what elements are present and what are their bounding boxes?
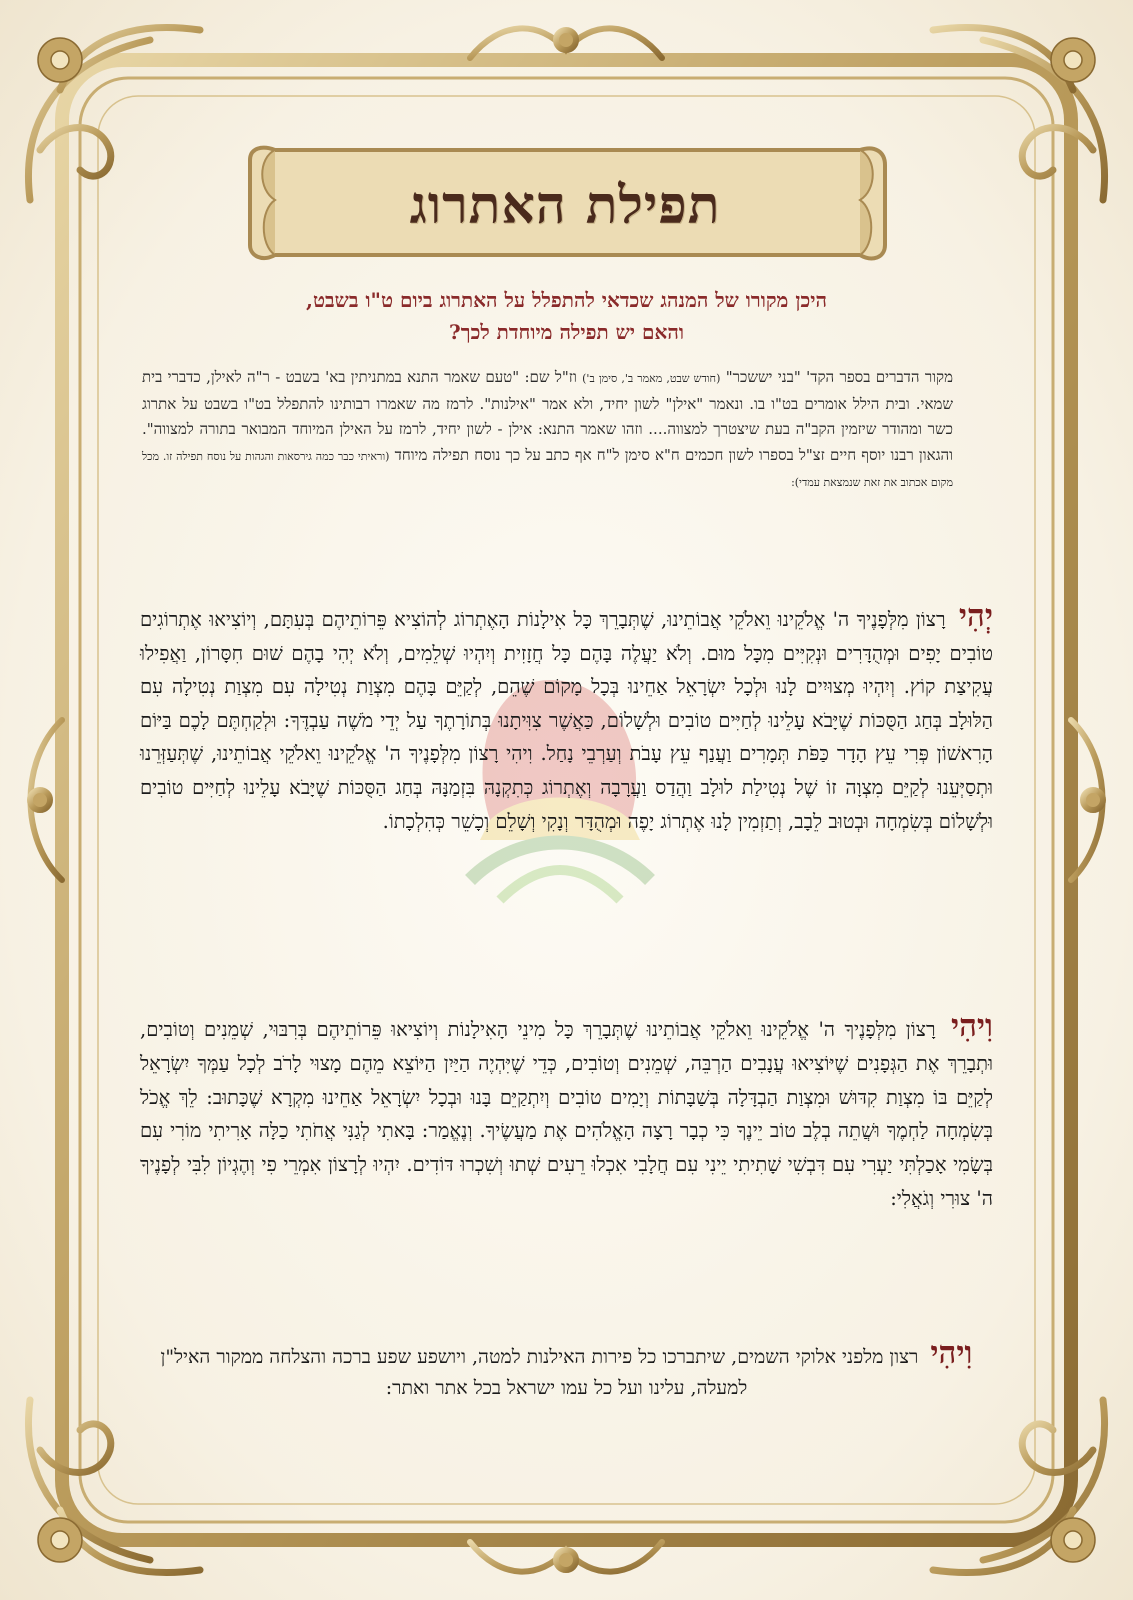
source-text-1: מקור הדברים בספר הקד' "בני יששכר" [725,368,953,386]
source-reference-2: (וראיתי כבר כמה גירסאות והגהות על נוסח תפילה זו. מכל מקום אכתוב את זאת שנמצאת עמדי): [142,449,953,489]
prayer-paragraph-3 [140,1335,993,1404]
rosette-top-left [38,38,82,82]
prayer-1-opener: יְהִי [958,598,993,634]
source-text-2: וז"ל שם: "טעם שאמר התנא במתניתין בא' בשבט - ר"ה לאילן, כדברי בית שמאי. ובית הילל אומרים בט"ו בו. ונאמר "אילן" לשון יחיד, ולא אמר "אילנות". לרמז מה שאמרו רבותינו להתפלל בט"ו בשבט על אתרוג כשר ומהודר שיזמין הקב"ה בעת שיצטרך למצווה.... וזהו שאמר התנא: אילן - לשון יחיד, לרמז על האילן המיוחד המבואר בתורה למצווה". והגאון רבנו יוסף חיים זצ"ל בספרו לשון חכמים ח"א סימן ל"ח אף כתב על כך נוסח תפילה מיוחד [142,368,953,464]
rosette-bottom-left [38,1518,82,1562]
page-title: תפילת האתרוג [409,174,721,236]
subtitle-line-2: והאם יש תפילה מיוחדת לכך? [449,320,684,344]
prayer-2-text: רָצוֹן מִלְּפָנֶיךָ ה' אֱלֹקֵינוּ וֵאלֹקֵי אֲבוֹתֵינוּ שֶׁתְּבָרֵךְ כָּל מִינֵי הָאִילָנוֹת וְיוֹצִיאוּ פֵּרוֹתֵיהֶם בְּרִבּוּי, שְׁמֵנִים וְטוֹבִים, וּתְבָרֵךְ אֶת הַגְּפָנִים שֶׁיּוֹצִיאוּ עֲנָבִים הַרְבֵּה, שְׁמֵנִים וְטוֹבִים, כְּדֵי שֶׁיִּהְיֶה הַיַּיִן הַיּוֹצֵא מֵהֶם מָצוּי לָרֹב לְכָל עַמְּךָ יִשְׂרָאֵל לְקַיֵּם בּוֹ מִצְוַת קִדּוּשׁ וּמִצְוַת הַבְדָּלָה בְּשַׁבָּתוֹת וְיָמִים טוֹבִים וְיִתְקַיֵּם בָּנוּ וּבְכָל יִשְׂרָאֵל אַחֵינוּ מִקְרָא שֶׁכָּתוּב: לֵךְ אֱכֹל בְּשִׂמְחָה לַחְמֶךָ וּשֲׁתֵה בְלֶב טוֹב יֵינֶךָ כִּי כְבָר רָצָה הָאֱלֹהִים אֶת מַעֲשֶׂיךָ. וְנֶאֱמַר: בָּאתִי לְגַנִּי אֲחֹתִי כַלָּה אָרִיתִי מוֹרִי עִם בְּשָׂמִי אָכַלְתִּי יַעְרִי עִם דִּבְשִׁי שָׁתִיתִי יֵינִי עִם חֲלָבִי אִכְלוּ רֵעִים שְׁתוּ וְשִׁכְרוּ דּוֹדִים. יִהְיוּ לְרָצוֹן אִמְרֵי פִי וְהֶגְיוֹן לִבִּי לְפָנֶיךָ ה' צוּרִי וְגֹאֲלִי: [140,1018,994,1210]
source-reference-1: (חודש שבט, מאמר ב', סימן ב') [582,372,721,385]
rosette-bottom-right [1051,1518,1095,1562]
prayer-1-text: רָצוֹן מִלְּפָנֶיךָ ה' אֱלֹקֵינוּ וֵאלֹקֵי אֲבוֹתֵינוּ, שֶׁתְּבָרֵךְ כָּל אִילָנוֹת הָאֶתְרוֹג לְהוֹצִיא פֵּרוֹתֵיהֶם בְּעִתָּם, וְיוֹצִיאוּ אֶתְרוֹגִים טוֹבִים יָפִים וּמְהֻדָּרִים וּנְקִיִּים מִכָּל מוּם. וְלֹא יַעֲלֶה בָּהֶם כָּל חֲזָזִית וְיִהְיוּ שְׁלֵמִים, וְלֹא יְהִי בָהֶם שׁוּם חִסָּרוֹן, וַאֲפִילוּ עֲקִיצַת קוֹץ. וְיִהְיוּ מְצוּיִים לָנוּ וּלְכָל יִשְׂרָאֵל אַחֵינוּ בְּכָל מָקוֹם שֶׁהֵם, לְקַיֵּם בָּהֶם מִצְוַת נְטִילָה עִם מִצְוַת נְטִילָה עִם הַלּוּלָב בְּחַג הַסֻּכּוֹת שֶׁיָּבֹא עָלֵינוּ לְחַיִּים טוֹבִים וּלְשָׁלוֹם, כַּאֲשֶׁר צִוִּיתָנוּ בְּתוֹרָתֶךָ עַל יְדֵי מֹשֶׁה עַבְדֶּךָ: וּלְקַחְתֶּם לָכֶם בַּיּוֹם הָרִאשׁוֹן פְּרִי עֵץ הָדָר כַּפֹּת תְּמָרִים וַעֲנַף עֵץ עָבֹת וְעַרְבֵי נָחַל. וִיהִי רָצוֹן מִלְּפָנֶיךָ ה' אֱלֹקֵינוּ וֵאלֹקֵי אֲבוֹתֵינוּ, שֶׁתְּעַזְּרֵנוּ וּתְסַיְּעֵנוּ לְקַיֵּם מִצְוָה זוֹ שֶׁל נְטִילַת לוּלָב וַהֲדַס וַעֲרָבָה וְאֶתְרוֹג כְּתִקְנָהּ בִּזְמַנָּהּ בְּחַג הַסֻּכּוֹת שֶׁיָּבֹא עָלֵינוּ לְחַיִּים טוֹבִים וּלְשָׁלוֹם בְּשִׂמְחָה וּבְטוּב לֵבָב, וְתַזְמִין לָנוּ אֶתְרוֹג יָפֶה וּמְהֻדָּר וְנָקִי וְשָׁלֵם וְכָשֵׁר כְּהִלְכָתוֹ. [140,608,993,833]
prayer-3-opener: וִיהִי [930,1335,973,1371]
prayer-3-text: רצון מלפני אלוקי השמים, שיתברכו כל פירות האילנות למטה, ויושפע שפע ברכה והצלחה ממקור האיל"ן למעלה, עלינו ועל כל עמו ישראל בכל אתר ואתר: [160,1346,919,1399]
prayer-paragraph-2 [140,1010,993,1216]
prayer-2-opener: וִיהִי [950,1008,993,1044]
prayer-paragraph-1 [140,600,993,838]
rosette-top-right [1051,38,1095,82]
subtitle-line-1: היכן מקורו של המנהג שכדאי להתפלל על האתרוג ביום ט"ו בשבט, [306,288,827,312]
subtitle-question [150,284,983,348]
source-paragraph [142,365,953,590]
